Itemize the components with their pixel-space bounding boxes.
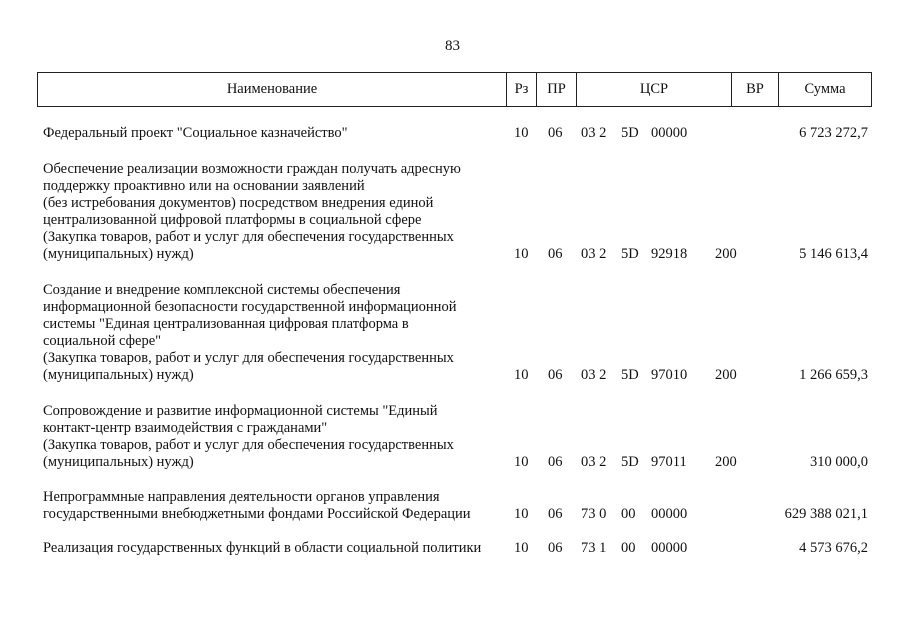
row-name: Реализация государственных функций в области социальной политики bbox=[43, 540, 482, 556]
row-csr-direction: 92918 bbox=[651, 246, 688, 262]
row-sum: 1 266 659,3 bbox=[799, 367, 868, 383]
row-rz: 10 bbox=[514, 246, 529, 262]
row-pr: 06 bbox=[548, 246, 563, 262]
row-rz: 10 bbox=[514, 125, 529, 141]
row-csr-project: 5D bbox=[621, 125, 639, 141]
row-csr-direction: 97011 bbox=[651, 454, 687, 470]
row-csr-program: 73 1 bbox=[581, 540, 607, 556]
row-csr-project: 5D bbox=[621, 454, 639, 470]
row-vr: 200 bbox=[715, 246, 737, 262]
row-pr: 06 bbox=[548, 454, 563, 470]
row-sum: 310 000,0 bbox=[810, 454, 868, 470]
row-rz: 10 bbox=[514, 367, 529, 383]
row-csr-program: 03 2 bbox=[581, 246, 607, 262]
page-number: 83 bbox=[445, 38, 460, 54]
row-csr-project: 00 bbox=[621, 506, 636, 522]
row-vr: 200 bbox=[715, 454, 737, 470]
row-csr-program: 03 2 bbox=[581, 125, 607, 141]
row-name: Обеспечение реализации возможности граждан получать адресную поддержку проактивно или на основании заявлений (без истребования документов) посредством внедрения единой централизованной цифровой платформы в социальной сфере (Закупка товаров, работ и услуг для обеспечения государственных (муниципальных) нужд) bbox=[43, 161, 461, 262]
row-name: Непрограммные направления деятельности органов управления государственными внебюджетными фондами Российской Федерации bbox=[43, 489, 471, 522]
row-pr: 06 bbox=[548, 125, 563, 141]
row-rz: 10 bbox=[514, 506, 529, 522]
row-csr-program: 03 2 bbox=[581, 367, 607, 383]
row-csr-direction: 00000 bbox=[651, 125, 688, 141]
row-pr: 06 bbox=[548, 506, 563, 522]
row-csr-project: 5D bbox=[621, 367, 639, 383]
row-rz: 10 bbox=[514, 454, 529, 470]
header-vr: ВР bbox=[732, 73, 779, 106]
row-name: Создание и внедрение комплексной системы обеспечения информационной безопасности государственной информационной системы "Единая централизованная цифровая платформа в социальной сфере" (Закупка товаров, работ и услуг для обеспечения государственных (муниципальных) нужд) bbox=[43, 282, 457, 383]
row-sum: 5 146 613,4 bbox=[799, 246, 868, 262]
header-pr: ПР bbox=[537, 73, 577, 106]
row-name: Федеральный проект "Социальное казначейство" bbox=[43, 125, 348, 141]
row-csr-direction: 97010 bbox=[651, 367, 688, 383]
row-vr: 200 bbox=[715, 367, 737, 383]
header-rz: Рз bbox=[507, 73, 537, 106]
row-csr-program: 73 0 bbox=[581, 506, 607, 522]
row-name: Сопровождение и развитие информационной системы "Единый контакт-центр взаимодействия с гражданами" (Закупка товаров, работ и услуг для обеспечения государственных (муниципальных) нужд) bbox=[43, 403, 454, 470]
row-sum: 629 388 021,1 bbox=[784, 506, 868, 522]
row-csr-program: 03 2 bbox=[581, 454, 607, 470]
row-pr: 06 bbox=[548, 367, 563, 383]
row-csr-direction: 00000 bbox=[651, 540, 688, 556]
header-name: Наименование bbox=[38, 73, 507, 106]
row-csr-project: 5D bbox=[621, 246, 639, 262]
row-csr-direction: 00000 bbox=[651, 506, 688, 522]
table-header bbox=[37, 72, 872, 107]
row-sum: 6 723 272,7 bbox=[799, 125, 868, 141]
row-pr: 06 bbox=[548, 540, 563, 556]
row-sum: 4 573 676,2 bbox=[799, 540, 868, 556]
header-csr: ЦСР bbox=[577, 73, 732, 106]
row-csr-project: 00 bbox=[621, 540, 636, 556]
row-rz: 10 bbox=[514, 540, 529, 556]
header-sum: Сумма bbox=[804, 81, 846, 97]
